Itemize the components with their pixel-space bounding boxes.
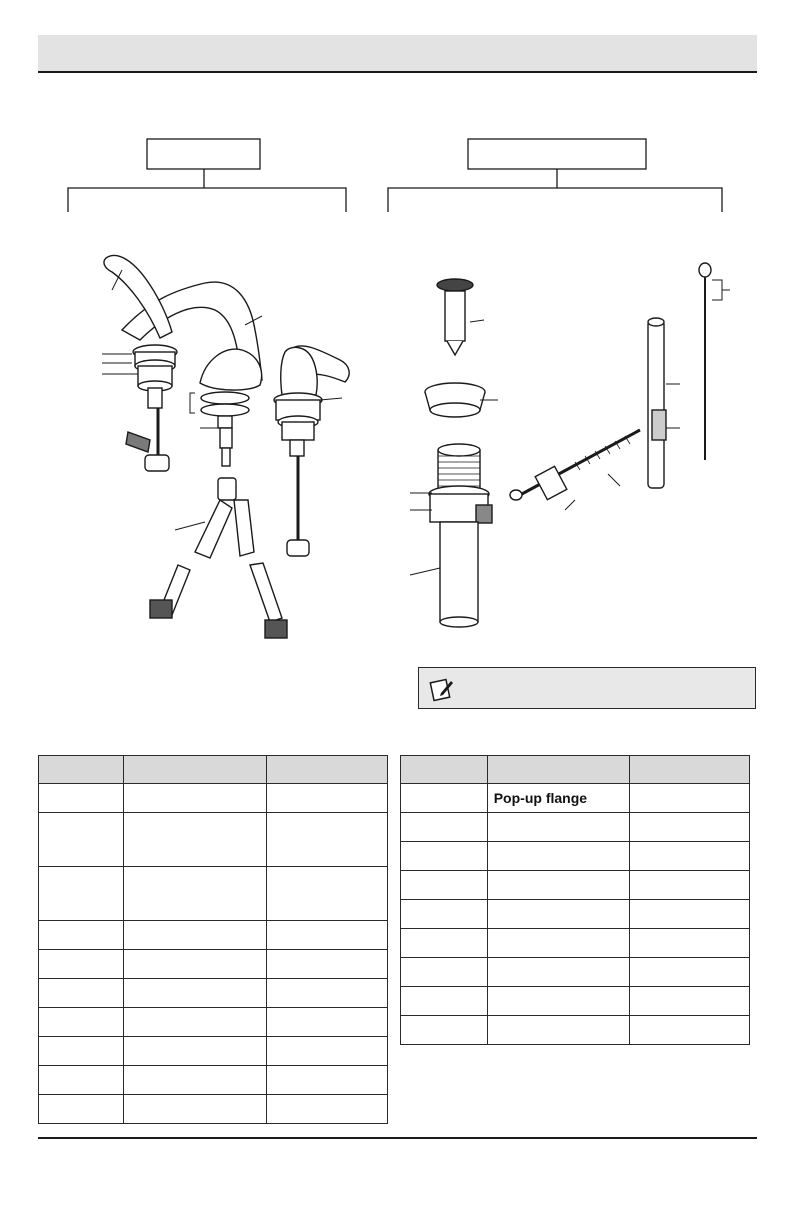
table-row: [401, 900, 750, 929]
table-row: [39, 950, 388, 979]
description-cell: Pop-up flange: [487, 784, 630, 813]
parts-table-right: [400, 755, 750, 1045]
part-cell: [39, 950, 124, 979]
quantity-cell: [267, 921, 388, 950]
part-cell: [401, 842, 488, 871]
quantity-cell: [630, 929, 750, 958]
part-cell: [401, 871, 488, 900]
description-cell: [123, 784, 267, 813]
quantity-cell: [267, 1008, 388, 1037]
part-cell: [401, 929, 488, 958]
table-row: [401, 813, 750, 842]
description-cell: [123, 867, 267, 921]
description-cell: [487, 813, 630, 842]
left-group-bracket: [68, 188, 346, 212]
table-header-row: [401, 756, 750, 784]
faucet-assembly-illustration: [104, 256, 349, 638]
description-cell: [487, 958, 630, 987]
quantity-cell: [630, 1016, 750, 1045]
description-cell: [487, 842, 630, 871]
right-group-label-box: [468, 139, 646, 169]
part-cell: [39, 1066, 124, 1095]
column-header-quantity: [630, 756, 750, 784]
table-row: [401, 1016, 750, 1045]
table-row: [39, 867, 388, 921]
part-cell: [401, 900, 488, 929]
table-row: [39, 1037, 388, 1066]
description-cell: [487, 871, 630, 900]
description-cell: [123, 1008, 267, 1037]
description-cell: [487, 900, 630, 929]
table-row: [401, 958, 750, 987]
footer-divider: [38, 1137, 757, 1139]
description-cell: [123, 1037, 267, 1066]
quantity-cell: [267, 784, 388, 813]
left-group-label-box: [147, 139, 260, 169]
table-row: [39, 1008, 388, 1037]
part-cell: [401, 1016, 488, 1045]
table-row: [401, 987, 750, 1016]
part-cell: [39, 1095, 124, 1124]
part-cell: [401, 958, 488, 987]
quantity-cell: [267, 813, 388, 867]
part-cell: [39, 784, 124, 813]
quantity-cell: [630, 813, 750, 842]
description-cell: [123, 979, 267, 1008]
table-row: [39, 1095, 388, 1124]
part-cell: [39, 813, 124, 867]
note-pencil-icon: [429, 676, 455, 702]
description-cell: [123, 950, 267, 979]
table-row: [401, 784, 750, 813]
table-row: [39, 979, 388, 1008]
column-header-quantity: [267, 756, 388, 784]
description-cell: [487, 1016, 630, 1045]
quantity-cell: [267, 1095, 388, 1124]
description-cell: [123, 1066, 267, 1095]
description-cell: [123, 921, 267, 950]
table-row: [39, 921, 388, 950]
part-cell: [401, 813, 488, 842]
quantity-cell: [267, 979, 388, 1008]
description-cell: [123, 813, 267, 867]
table-row: [401, 842, 750, 871]
part-cell: [39, 921, 124, 950]
quantity-cell: [267, 867, 388, 921]
note-box: [418, 667, 756, 709]
part-cell: [39, 1037, 124, 1066]
description-cell: [487, 987, 630, 1016]
description-cell: [123, 1095, 267, 1124]
column-header-description: [123, 756, 267, 784]
quantity-cell: [267, 950, 388, 979]
table-row: [39, 1066, 388, 1095]
table-row: [401, 929, 750, 958]
column-header-part: [39, 756, 124, 784]
column-header-part: [401, 756, 488, 784]
quantity-cell: [630, 958, 750, 987]
table-header-row: [39, 756, 388, 784]
quantity-cell: [630, 842, 750, 871]
table-row: [39, 784, 388, 813]
right-group-bracket: [388, 188, 722, 212]
part-cell: [401, 987, 488, 1016]
quantity-cell: [630, 987, 750, 1016]
quantity-cell: [267, 1037, 388, 1066]
table-row: [39, 813, 388, 867]
table-row: [401, 871, 750, 900]
quantity-cell: [630, 900, 750, 929]
part-cell: [401, 784, 488, 813]
part-cell: [39, 867, 124, 921]
drain-assembly-illustration: [425, 263, 711, 627]
quantity-cell: [267, 1066, 388, 1095]
description-cell: [487, 929, 630, 958]
quantity-cell: [630, 784, 750, 813]
parts-table-left: [38, 755, 388, 1124]
quantity-cell: [630, 871, 750, 900]
part-cell: [39, 1008, 124, 1037]
column-header-description: [487, 756, 630, 784]
part-cell: [39, 979, 124, 1008]
